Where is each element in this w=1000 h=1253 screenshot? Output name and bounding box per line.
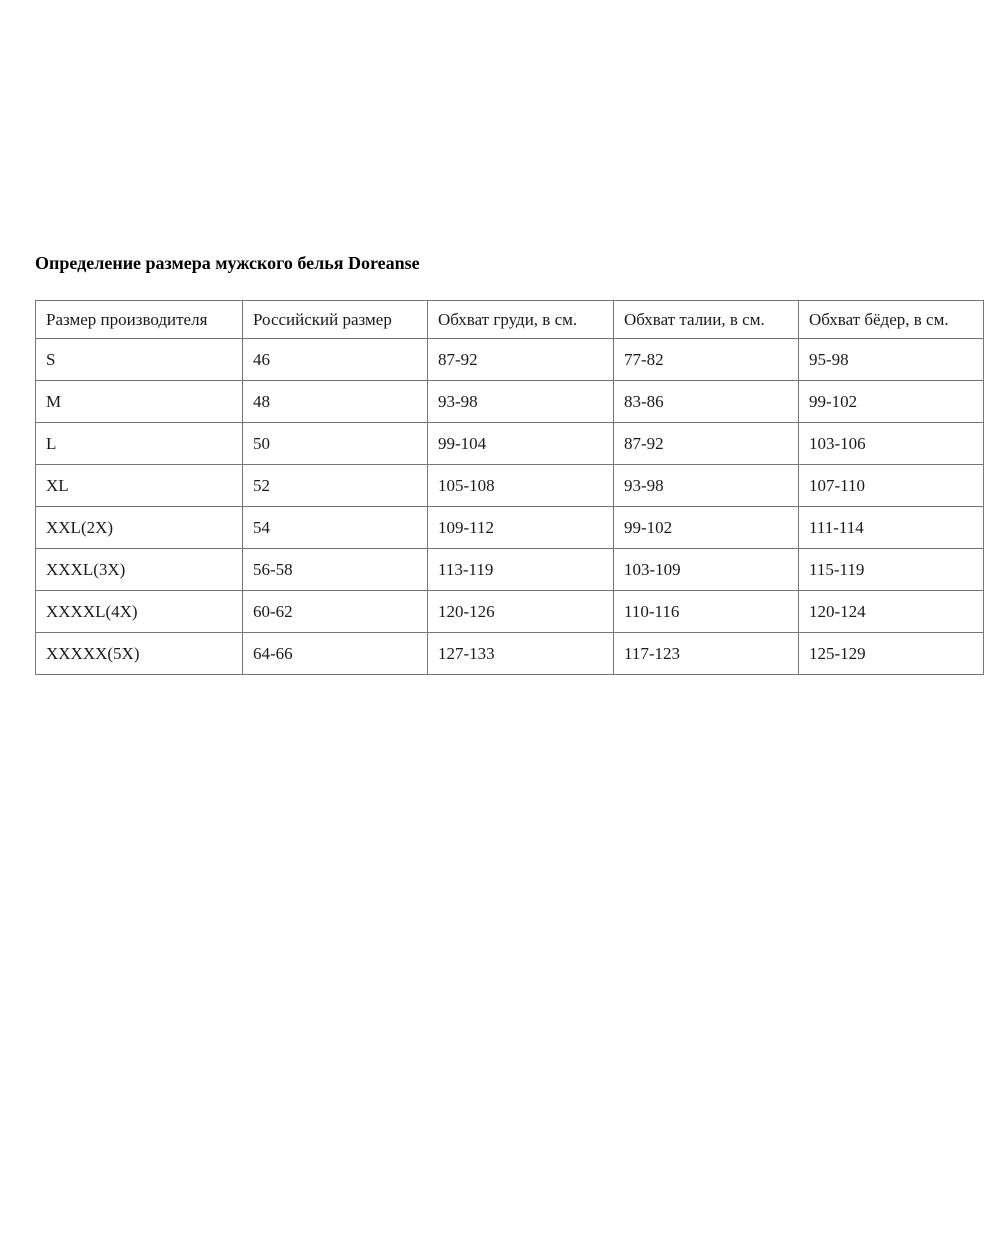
table-cell: 111-114: [799, 507, 984, 549]
table-cell: 120-124: [799, 591, 984, 633]
table-cell: 60-62: [243, 591, 428, 633]
table-cell: 103-106: [799, 423, 984, 465]
table-cell: 52: [243, 465, 428, 507]
column-header: Российский размер: [243, 301, 428, 339]
table-row: [36, 423, 984, 465]
table-cell: 77-82: [614, 339, 799, 381]
table-cell: 99-102: [799, 381, 984, 423]
table-cell: 117-123: [614, 633, 799, 675]
table-cell: 109-112: [428, 507, 614, 549]
table-row: [36, 633, 984, 675]
table-cell: M: [36, 381, 243, 423]
table-cell: 64-66: [243, 633, 428, 675]
table-cell: 105-108: [428, 465, 614, 507]
table-cell: 93-98: [428, 381, 614, 423]
page-title: Определение размера мужского белья Doreanse: [35, 253, 420, 273]
table-cell: 103-109: [614, 549, 799, 591]
size-table-header-row: [36, 301, 984, 339]
table-cell: 107-110: [799, 465, 984, 507]
table-cell: XL: [36, 465, 243, 507]
table-cell: S: [36, 339, 243, 381]
table-cell: 46: [243, 339, 428, 381]
table-row: [36, 507, 984, 549]
table-cell: 87-92: [428, 339, 614, 381]
column-header: Обхват талии, в см.: [614, 301, 799, 339]
table-cell: XXXXL(4X): [36, 591, 243, 633]
column-header: Размер производителя: [36, 301, 243, 339]
table-cell: 93-98: [614, 465, 799, 507]
table-row: [36, 381, 984, 423]
table-cell: 54: [243, 507, 428, 549]
column-header: Обхват бёдер, в см.: [799, 301, 984, 339]
size-table: [35, 300, 984, 675]
table-cell: 50: [243, 423, 428, 465]
table-cell: L: [36, 423, 243, 465]
table-cell: 125-129: [799, 633, 984, 675]
table-cell: 99-104: [428, 423, 614, 465]
table-cell: 95-98: [799, 339, 984, 381]
table-cell: XXL(2X): [36, 507, 243, 549]
table-row: [36, 591, 984, 633]
table-cell: 99-102: [614, 507, 799, 549]
table-cell: 110-116: [614, 591, 799, 633]
table-row: [36, 465, 984, 507]
column-header: Обхват груди, в см.: [428, 301, 614, 339]
table-cell: XXXXX(5X): [36, 633, 243, 675]
table-row: [36, 549, 984, 591]
table-cell: 127-133: [428, 633, 614, 675]
table-cell: 113-119: [428, 549, 614, 591]
table-row: [36, 339, 984, 381]
table-cell: 48: [243, 381, 428, 423]
table-cell: 56-58: [243, 549, 428, 591]
table-cell: 115-119: [799, 549, 984, 591]
table-cell: 83-86: [614, 381, 799, 423]
table-cell: 120-126: [428, 591, 614, 633]
table-cell: 87-92: [614, 423, 799, 465]
size-table-body: [36, 339, 984, 675]
table-cell: XXXL(3X): [36, 549, 243, 591]
